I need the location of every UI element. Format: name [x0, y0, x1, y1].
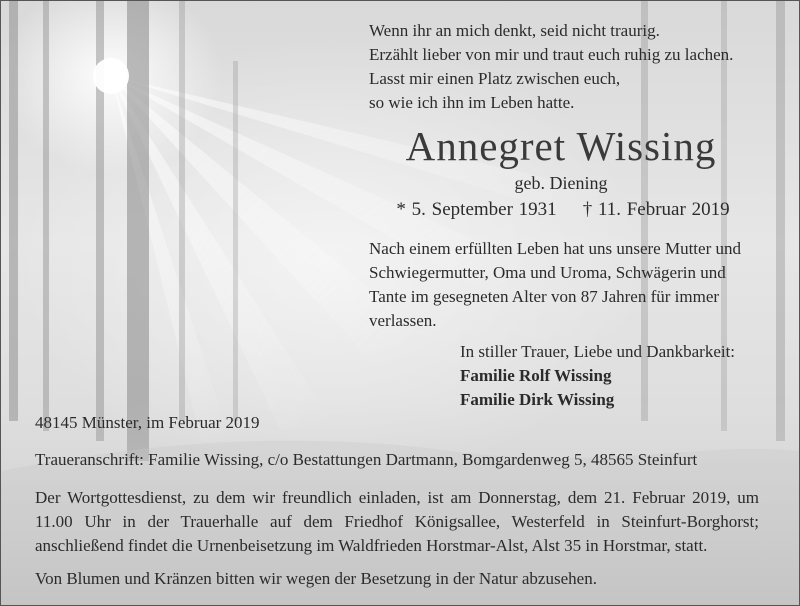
place-date: 48145 Münster, im Februar 2019	[35, 413, 260, 432]
flowers-note: Von Blumen und Kränzen bitten wir wegen der Besetzung in der Natur abzusehen.	[35, 569, 597, 588]
family-name: Familie Rolf Wissing	[460, 366, 612, 385]
poem-line: Lasst mir einen Platz zwischen euch,	[369, 69, 621, 88]
notice-line: Tante im gesegneten Alter von 87 Jahren für immer	[369, 287, 720, 306]
mourners-intro: In stiller Trauer, Liebe und Dankbarkeit:	[460, 342, 736, 361]
mourning-address: Traueranschrift: Familie Wissing, c/o Bestattungen Dartmann, Bomgardenweg 5, 48565 Steinfurt	[35, 450, 698, 469]
poem	[369, 19, 789, 115]
sun-glow	[93, 58, 129, 94]
deceased-name: Annegret Wissing	[405, 123, 717, 169]
notice-line: verlassen.	[369, 311, 437, 330]
death-notice	[369, 237, 789, 333]
notice-line: Nach einem erfüllten Leben hat uns unsere Mutter und	[369, 239, 741, 258]
service-info: Der Wortgottesdienst, zu dem wir freundlich einladen, ist am Donnerstag, dem 21. Februar 2019, um 11.00 Uhr in der Trauerhalle auf dem Friedhof Königsallee, Westerfeld in Steinfurt-Borghorst; anschließend findet die Urnenbeisetzung im Waldfrieden Horstmar-Alst, Alst 35 in Horstmar, statt.	[35, 488, 759, 555]
life-dates	[373, 198, 753, 222]
family-name: Familie Dirk Wissing	[460, 390, 615, 409]
death-date: † 11. Februar 2019	[582, 199, 730, 220]
born-name: geb. Diening	[514, 173, 608, 193]
poem-line: Wenn ihr an mich denkt, seid nicht traurig.	[369, 21, 660, 40]
notice-line: Schwiegermutter, Oma und Uroma, Schwägerin und	[369, 263, 726, 282]
poem-line: Erzählt lieber von mir und traut euch ruhig zu lachen.	[369, 45, 734, 64]
birth-date: * 5. September 1931	[396, 199, 557, 220]
poem-line: so wie ich ihn im Leben hatte.	[369, 93, 575, 112]
mourners	[460, 340, 790, 412]
